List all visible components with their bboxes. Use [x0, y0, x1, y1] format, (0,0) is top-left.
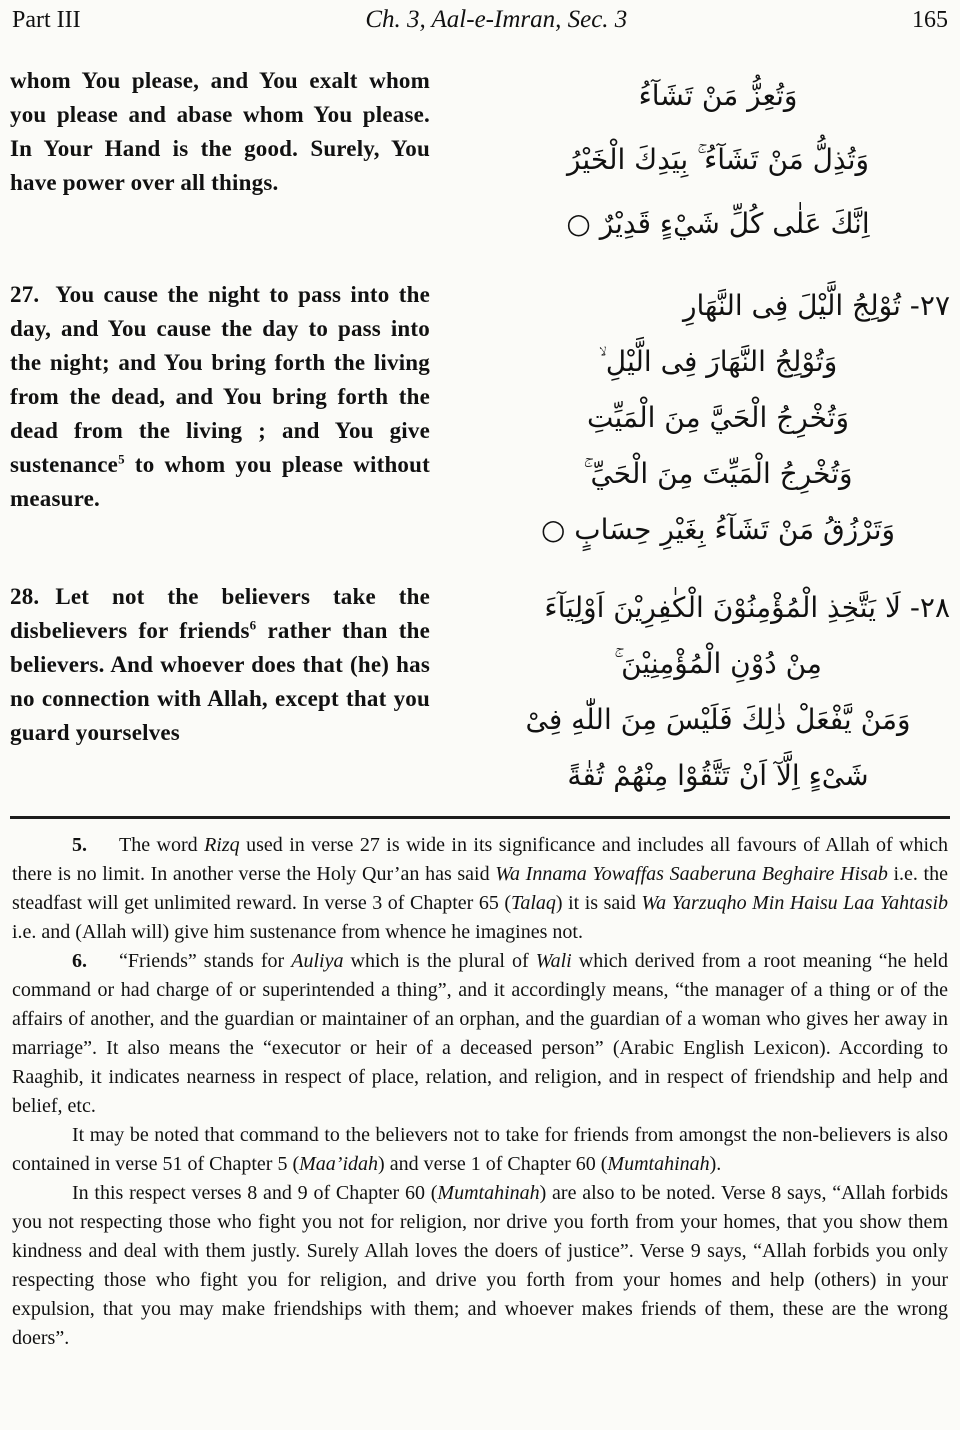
- verse-28-text: Let not the believers take the disbelievers for friends$^6$ rather than the believers. And whoever does that (he) has no connection with Allah, except that you guard yourselves: [10, 584, 430, 745]
- verse-27-number: 27.: [10, 282, 40, 307]
- verses-section: [10, 64, 950, 804]
- verse-27-text: You cause the night to pass into the day, and You cause the day to pass into the night; and You bring forth the living from the dead, and You bring forth the dead from the living ; and You give sustenance$^5$ to whom you please without measure.: [10, 282, 430, 511]
- verse-26-arabic: [484, 64, 950, 256]
- arabic-line: وَتُخْرِجُ الْحَيَّ مِنَ الْمَيِّتِ: [586, 401, 850, 434]
- verse-28-english: [10, 580, 430, 804]
- arabic-line: وَتُخْرِجُ الْمَيِّتَ مِنَ الْحَيِّ ۚ: [583, 457, 853, 490]
- page-header: [10, 6, 950, 34]
- footnote-6: 6. “Friends” stands for Auliya which is the plural of Wali which derived from a root meaning “he held command or had charge of or superintended a thing”, and it accordingly means, “the manager of a thing or of the affairs of another, and the guardian or maintainer of an orphan, and the guardian of a woman who gives her away in marriage”. It also means the “executor or heir of a deceased person” (Arabic English Lexicon). According to Raaghib, it indicates nearness in respect of place, relation, and religion, and in respect of friendship and help and belief, etc.: [12, 950, 949, 1117]
- arabic-line: وَتُعِزُّ مَنْ تَشَآءُ: [638, 79, 798, 112]
- verse-27-arabic: [484, 278, 950, 558]
- arabic-line-verse-marker: ۲۷- تُوْلِجُ الَّيْلَ فِى النَّهَارِ: [682, 289, 950, 322]
- arabic-line-verse-marker: ۲۸- لَا يَتَّخِذِ الْمُؤْمِنُوْنَ الْكٰفِرِيْنَ اَوْلِيَآءَ: [544, 591, 950, 624]
- verse-28-number: 28.: [10, 584, 40, 609]
- arabic-line: وَتُوْلِجُ النَّهَارَ فِى الَّيْلِ ۙ: [598, 345, 838, 378]
- footnote-6-para-3: In this respect verses 8 and 9 of Chapter 60 (Mumtahinah) are also to be noted. Verse 8 says, “Allah forbids you not respecting those who fight you not for religion, nor drive you forth from your homes, that you show them kindness and deal with them justly. Surely Allah loves the doers of justice”. Verse 9 says, “Allah forbids you only respecting those who fight you for religion, and drive you forth from your homes and help (others) in your expulsion, that you may make friendships with them; and whoever makes friends of them, these are the wrong doers”.: [12, 1182, 948, 1349]
- page-number: 165: [911, 7, 948, 33]
- arabic-line: اِنَّكَ عَلٰى كُلِّ شَيْءٍ قَدِيْرٌ ○: [566, 207, 870, 240]
- chapter-title: Ch. 3, Aal-e-Imran, Sec. 3: [365, 6, 628, 33]
- footnote-5: 5. The word Rizq used in verse 27 is wide in its significance and includes all favours of Allah of which there is no limit. In another verse the Holy Qur’an has said Wa Innama Yowaffas Saaberuna Beghaire Hisab i.e. the steadfast will get unlimited reward. In verse 3 of Chapter 65 (Talaq) it is said Wa Yarzuqho Min Haisu Laa Yahtasib i.e. and (Allah will) give him sustenance from whence he imagines not.: [12, 834, 949, 943]
- footnotes-section: [10, 831, 950, 1353]
- arabic-line: مِنْ دُوْنِ الْمُؤْمِنِيْنَ ۚ: [614, 647, 822, 680]
- verse-26-english: [10, 64, 430, 256]
- arabic-line: وَمَنْ يَّفْعَلْ ذٰلِكَ فَلَيْسَ مِنَ اللّٰهِ فِىْ: [525, 703, 911, 736]
- arabic-line: وَتَرْزُقُ مَنْ تَشَآءُ بِغَيْرِ حِسَابٍ ○: [540, 513, 896, 546]
- part-label: Part III: [12, 7, 81, 33]
- arabic-line: شَىْءٍ اِلَّآ اَنْ تَتَّقُوْا مِنْهُمْ تُقٰةً: [567, 759, 869, 792]
- verse-26-text: whom You please, and You exalt whom you please and abase whom You please. In Your Hand is the good. Surely, You have power over all things.: [10, 68, 430, 195]
- footnote-6-para-2: It may be noted that command to the believers not to take for friends from amongst the non-believers is also contained in verse 51 of Chapter 5 (Maa’idah) and verse 1 of Chapter 60 (Mumtahinah).: [12, 1124, 948, 1175]
- verse-28-arabic: [484, 580, 950, 804]
- verse-27-english: [10, 278, 430, 558]
- arabic-line: وَتُذِلُّ مَنْ تَشَآءُ ۚ بِيَدِكَ الْخَيْرُ: [566, 143, 870, 176]
- footnote-divider: [10, 816, 950, 819]
